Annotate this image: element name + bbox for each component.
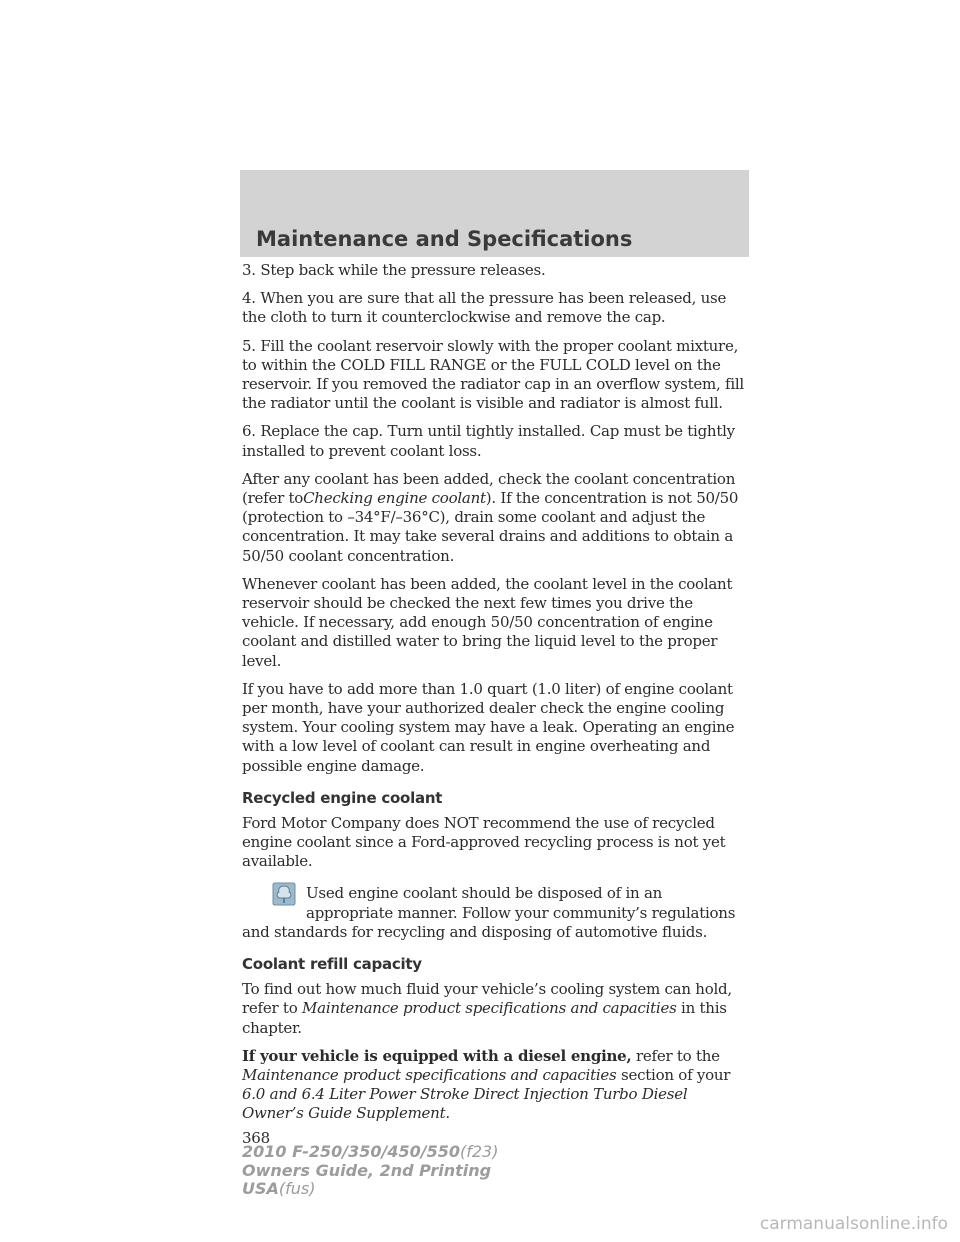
capacities-reference: Maintenance product specifications and capacities — [302, 999, 677, 1018]
diesel-end: . — [445, 1104, 450, 1123]
step-3: 3. Step back while the pressure releases. — [242, 261, 546, 279]
site-watermark: carmanualsonline.info — [759, 1214, 948, 1234]
diesel-capacities-reference: Maintenance product specifications and capacities — [242, 1065, 617, 1084]
diesel-mid: section of your — [621, 1065, 731, 1084]
section-title: Maintenance and Specifications — [256, 227, 633, 251]
page-number: 368 — [242, 1128, 270, 1147]
footer-line-2: Owners Guide, 2nd Printing — [242, 1160, 492, 1180]
refill-capacity-heading: Coolant refill capacity — [242, 955, 422, 974]
recycled-coolant-paragraph: Ford Motor Company does NOT recommend the use of recycled engine coolant since a Ford-approved recycling process is not yet available. — [242, 813, 726, 871]
footer-line-3 — [242, 1180, 498, 1199]
print-footer — [242, 1143, 498, 1199]
diesel-refer: refer to the — [635, 1046, 720, 1065]
footer-model: 2010 F-250/350/450/550 — [242, 1142, 460, 1161]
footer-region: USA — [242, 1179, 279, 1198]
refill-capacity-paragraph — [242, 980, 750, 1038]
step-6: 6. Replace the cap. Turn until tightly installed. Cap must be tightly installed to prevent coolant loss. — [242, 422, 735, 460]
diesel-lead: If your vehicle is equipped with a diesel engine, — [242, 1046, 632, 1065]
recycle-note-text: Used engine coolant should be disposed of in an appropriate manner. Follow your community’s regulations and standards for recycling and disposing of automotive fluids. — [242, 884, 736, 941]
diesel-supplement-reference: 6.0 and 6.4 Liter Power Stroke Direct Injection Turbo Diesel Owner’s Guide Supplement — [242, 1085, 688, 1123]
concentration-paragraph — [242, 470, 750, 566]
concentration-text-a: After any coolant has been added, check the coolant concentration (refer to — [242, 469, 736, 508]
checking-coolant-reference: Checking engine coolant — [303, 489, 486, 508]
recycle-tree-icon — [270, 882, 298, 906]
footer-region-code: (fus) — [278, 1179, 316, 1198]
refill-text-a: To find out how much fluid your vehicle’s cooling system can hold, refer to — [242, 980, 732, 1018]
recycled-coolant-heading: Recycled engine coolant — [242, 788, 443, 807]
concentration-text-b: ). If the concentration is not 50/50 (protection to –34°F/–36°C), drain some coolant and adjust the concentration. It may take several drains and additions to obtain a 50/50 coolant concentration. — [242, 489, 739, 565]
footer-model-code: (f23) — [460, 1142, 499, 1161]
step-5: 5. Fill the coolant reservoir slowly with the proper coolant mixture, to within the COLD FILL RANGE or the FULL COLD level on the reservoir. If you removed the radiator cap in an overflow system, fill the radiator until the coolant is visible and radiator is almost full. — [242, 336, 744, 413]
footer-line-1 — [242, 1143, 498, 1162]
add-more-paragraph: If you have to add more than 1.0 quart (1.0 liter) of engine coolant per month, have your authorized dealer check the engine cooling system. Your cooling system may have a leak. Operating an engine with a low level of coolant can result in engine overheating and possible engine damage. — [242, 679, 735, 775]
section-header — [240, 170, 749, 257]
page-content — [242, 261, 750, 1148]
refill-text-b: in this chapter. — [242, 999, 727, 1037]
whenever-added-paragraph: Whenever coolant has been added, the coolant level in the coolant reservoir should be checked the next few times you drive the vehicle. If necessary, add enough 50/50 concentration of engine coolant and distilled water to bring the liquid level to the proper level. — [242, 574, 733, 670]
recycle-note — [242, 884, 750, 942]
step-4: 4. When you are sure that all the pressure has been released, use the cloth to turn it counterclockwise and remove the cap. — [242, 289, 727, 327]
diesel-paragraph — [242, 1047, 750, 1124]
